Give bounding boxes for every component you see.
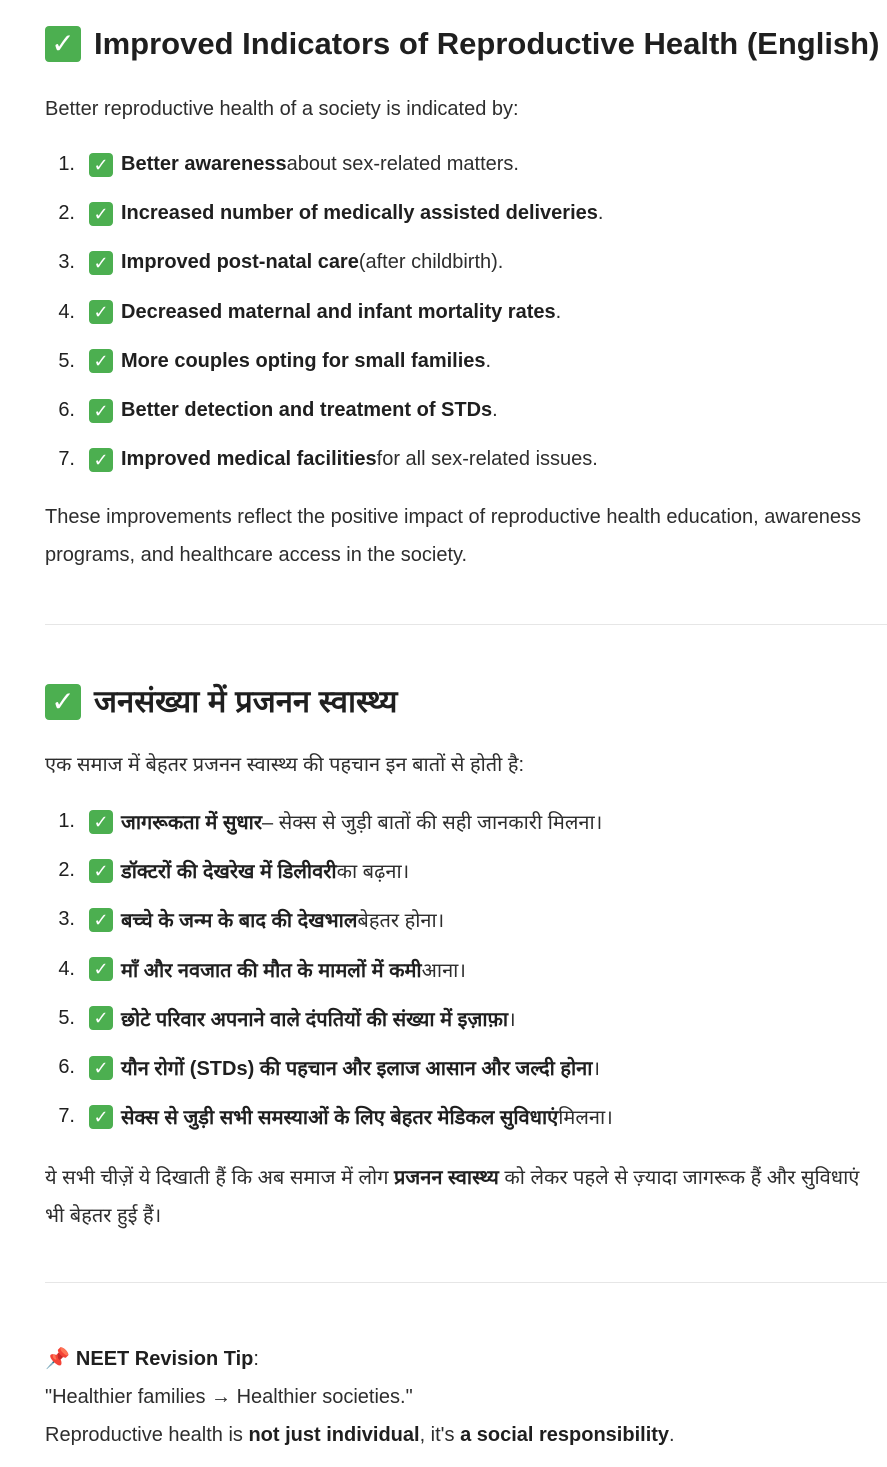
list-number: 2. — [58, 859, 75, 882]
check-mark-icon: ✓ — [89, 399, 113, 423]
check-mark-icon: ✓ — [89, 908, 113, 932]
item-rest-text: । — [508, 1008, 516, 1031]
item-bold-text: Decreased maternal and infant mortality rates — [121, 300, 556, 323]
check-mark-icon: ✓ — [89, 300, 113, 324]
list-number: 4. — [58, 300, 75, 323]
item-bold-text: माँ और नवजात की मौत के मामलों में कमी — [121, 959, 422, 982]
hindi-list — [45, 797, 887, 1141]
item-bold-text: More couples opting for small families — [121, 349, 486, 372]
list-number: 5. — [58, 1006, 75, 1029]
item-bold-text: Better detection and treatment of STDs — [121, 399, 493, 422]
item-bold-text: बच्चे के जन्म के बाद की देखभाल — [121, 910, 358, 933]
hindi-closing-bold: प्रजनन स्वास्थ्य — [394, 1167, 499, 1190]
hindi-heading — [45, 680, 887, 724]
pushpin-icon: 📌 — [45, 1348, 70, 1370]
check-mark-icon: ✓ — [89, 1105, 113, 1129]
check-mark-icon: ✓ — [89, 810, 113, 834]
item-bold-text: यौन रोगों (STDs) की पहचान और इलाज आसान और जल्दी होना — [121, 1058, 593, 1081]
item-rest-text: . — [492, 399, 498, 422]
list-item — [45, 1092, 887, 1141]
list-item — [45, 994, 887, 1043]
tip-statement — [45, 1416, 887, 1454]
english-intro: Better reproductive health of a society is indicated by: — [45, 98, 519, 120]
check-mark-icon: ✓ — [89, 1006, 113, 1030]
item-rest-text: । — [592, 1058, 601, 1081]
item-rest-text: . — [597, 202, 604, 225]
list-number: 5. — [58, 349, 75, 372]
check-mark-icon: ✓ — [89, 859, 113, 883]
list-item — [45, 238, 887, 287]
list-item — [45, 435, 887, 484]
hindi-closing-before: ये सभी चीज़ें ये दिखाती हैं कि अब समाज में लोग — [45, 1167, 395, 1190]
tip-statement-bold-2: a social responsibility — [460, 1424, 670, 1446]
list-item — [45, 140, 887, 189]
item-rest-text: about sex-related matters. — [286, 153, 519, 176]
check-mark-icon: ✓ — [89, 153, 113, 177]
item-rest-text: मिलना। — [558, 1107, 613, 1130]
check-mark-icon: ✓ — [45, 684, 81, 720]
list-number: 3. — [58, 908, 75, 931]
item-rest-text: (after childbirth). — [358, 251, 504, 274]
english-list — [45, 140, 887, 484]
hindi-closing-after: को लेकर पहले से ज़्यादा जागरूक हैं और सुविधाएं भी बेहतर हुई हैं। — [45, 1167, 860, 1228]
list-number: 1. — [58, 153, 75, 176]
tip-statement-mid: , it's — [419, 1424, 461, 1446]
item-rest-text: for all sex-related issues. — [376, 448, 598, 471]
item-bold-text: डॉक्टरों की देखरेख में डिलीवरी — [121, 861, 337, 884]
revision-tip — [45, 1340, 887, 1454]
list-number: 3. — [58, 251, 75, 274]
tip-title-line — [45, 1340, 887, 1378]
list-item — [45, 337, 887, 386]
list-item — [45, 895, 887, 944]
hindi-intro: एक समाज में बेहतर प्रजनन स्वास्थ्य की पहचान इन बातों से होती है: — [45, 754, 525, 776]
item-bold-text: जागरूकता में सुधार — [121, 812, 263, 835]
list-item — [45, 945, 887, 994]
section-divider — [45, 1282, 887, 1283]
hindi-heading-text: जनसंख्या में प्रजनन स्वास्थ्य — [94, 684, 398, 719]
item-rest-text: . — [485, 349, 492, 372]
english-heading-text: Improved Indicators of Reproductive Health (English) — [94, 26, 880, 61]
list-number: 7. — [58, 448, 75, 471]
list-item — [45, 797, 887, 846]
item-bold-text: Better awareness — [121, 153, 287, 176]
list-item — [45, 288, 887, 337]
item-bold-text: Improved post-natal care — [121, 251, 359, 274]
list-number: 2. — [58, 202, 75, 225]
check-mark-icon: ✓ — [89, 957, 113, 981]
check-mark-icon: ✓ — [89, 202, 113, 226]
item-bold-text: Improved medical facilities — [121, 448, 377, 471]
list-number: 6. — [58, 1056, 75, 1079]
check-mark-icon: ✓ — [89, 349, 113, 373]
item-rest-text: . — [555, 300, 562, 323]
list-item — [45, 189, 887, 238]
item-rest-text: का बढ़ना। — [336, 861, 410, 884]
item-rest-text: आना। — [421, 959, 466, 982]
hindi-closing — [45, 1159, 875, 1235]
list-number: 6. — [58, 399, 75, 422]
check-mark-icon: ✓ — [89, 251, 113, 275]
tip-quote: "Healthier families → Healthier societies." — [45, 1386, 413, 1408]
item-bold-text: सेक्स से जुड़ी सभी समस्याओं के लिए बेहतर मेडिकल सुविधाएं — [121, 1107, 559, 1130]
list-number: 4. — [58, 957, 75, 980]
list-item — [45, 846, 887, 895]
english-section — [45, 22, 887, 574]
tip-label: NEET Revision Tip — [75, 1348, 254, 1370]
list-item — [45, 1043, 887, 1092]
check-mark-icon: ✓ — [89, 1056, 113, 1080]
tip-label-suffix: : — [253, 1348, 259, 1370]
list-number: 7. — [58, 1105, 75, 1128]
item-bold-text: Increased number of medically assisted deliveries — [121, 202, 598, 225]
english-closing: These improvements reflect the positive impact of reproductive health education, awareness programs, and healthcare access in the society. — [45, 506, 861, 567]
section-divider — [45, 624, 887, 625]
tip-statement-before: Reproductive health is — [45, 1424, 249, 1446]
tip-statement-bold-1: not just individual — [248, 1424, 420, 1446]
list-number: 1. — [58, 810, 75, 833]
list-item — [45, 386, 887, 435]
tip-statement-after: . — [669, 1424, 675, 1446]
item-rest-text: बेहतर होना। — [357, 910, 445, 933]
hindi-section — [45, 680, 887, 1235]
item-bold-text: छोटे परिवार अपनाने वाले दंपतियों की संख्या में इज़ाफ़ा — [121, 1008, 509, 1031]
english-heading — [45, 22, 887, 66]
check-mark-icon: ✓ — [89, 448, 113, 472]
check-mark-icon: ✓ — [45, 26, 81, 62]
item-rest-text: – सेक्स से जुड़ी बातों की सही जानकारी मिलना। — [262, 812, 603, 835]
